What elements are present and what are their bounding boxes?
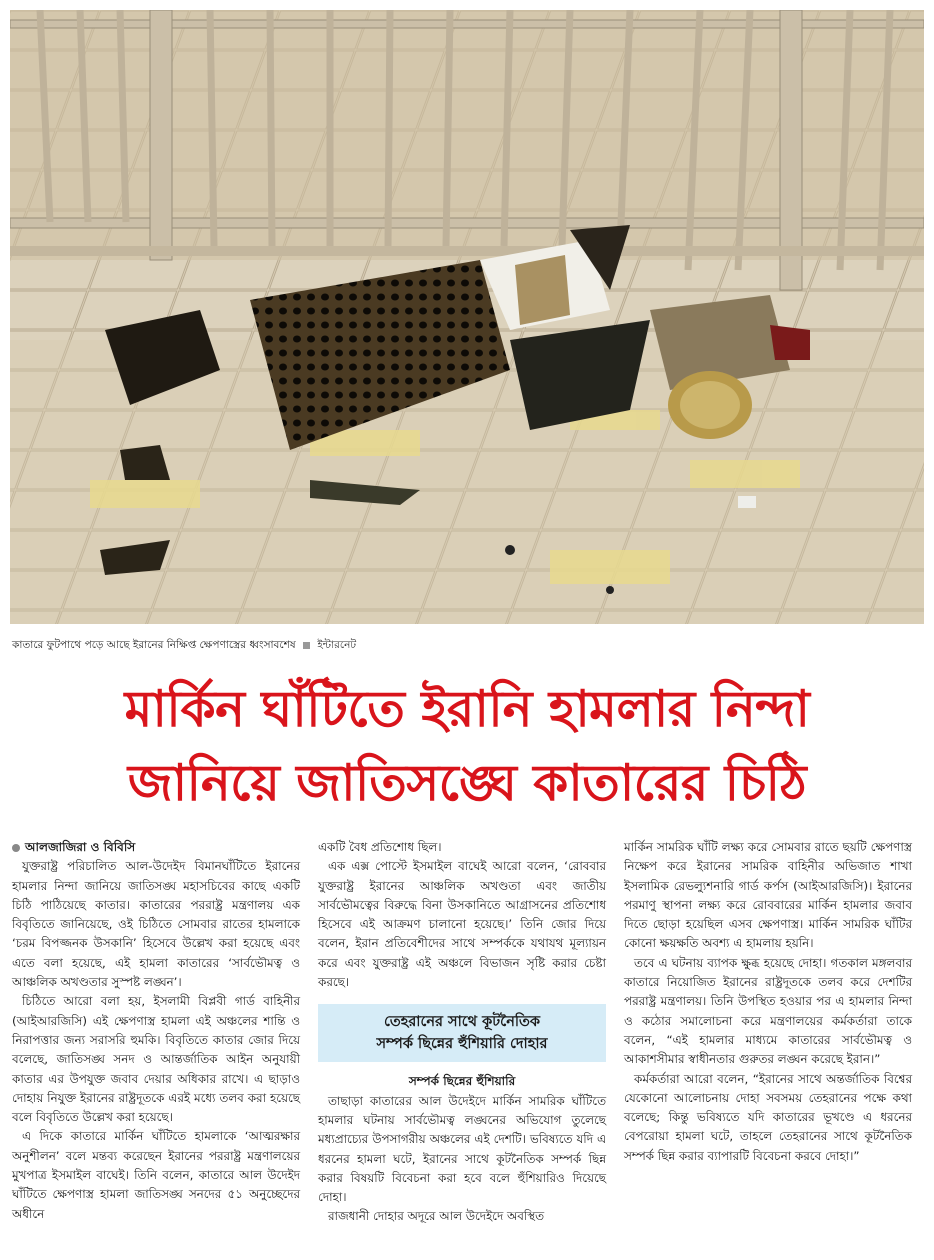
photo-caption [12, 636, 922, 654]
pull-quote-line-2: সম্পর্ক ছিন্নের হুঁশিয়ারি দোহার [376, 1036, 548, 1053]
missile-debris-photo [10, 10, 924, 624]
headline-line-1: মার্কিন ঘাঁটিতে ইরানি হামলার নিন্দা [124, 680, 810, 738]
paragraph: মার্কিন সামরিক ঘাঁটি লক্ষ্য করে সোমবার রাতে ছয়টি ক্ষেপণাস্ত্র নিক্ষেপ করে ইরানের সামরিক বাহিনীর অভিজাত শাখা ইসলামিক রেভল্যুশনারি গার্ড কর্পস (আইআরজিসি)। ইরানের পরমাণু স্থাপনা লক্ষ্য করে রোববারের মার্কিন হামলার জবাব দিতে ছোড়া হয়েছিল এসব ক্ষেপণাস্ত্র। মার্কিন সামরিক ঘাঁটির কোনো ক্ষয়ক্ষতি অবশ্য এ হামলায় হয়নি। [624, 840, 912, 951]
byline [12, 838, 300, 857]
paragraph: এ দিকে কাতারে মার্কিন ঘাঁটিতে হামলাকে ‘আত্মরক্ষার অনুশীলন’ বলে মন্তব্য করেছেন ইরানের পররাষ্ট্র মন্ত্রণালয়ের মুখপাত্র ইসমাইল বাঘেই। তিনি বলেন, কাতারে আল উদেইদ ঘাঁটিতে ক্ষেপণাস্ত্র হামলা জাতিসঙ্ঘ সনদের ৫১ অনুচ্ছেদের অধীনে [12, 1129, 300, 1221]
paragraph: রাজধানী দোহার অদূরে আল উদেইদে অবস্থিত [328, 1209, 545, 1224]
article-column-1 [12, 838, 300, 1224]
paragraph: এক এক্স পোস্টে ইসমাইল বাঘেই আরো বলেন, ‘রোববার যুক্তরাষ্ট্র ইরানের আঞ্চলিক অখণ্ডতা এবং জাতীয় সার্বভৌমত্বের বিরুদ্ধে বিনা উসকানিতে আগ্রাসনের প্রতিশোধ হিসেবে এই আক্রমণ চালানো হয়েছে।’ তিনি জোর দিয়ে বলেন, ইরান প্রতিবেশীদের সাথে সম্পর্ককে যথাযথ মূল্যায়ন করে এবং যুক্তরাষ্ট্র এই অঞ্চলে বিভাজন সৃষ্টি করার চেষ্টা করছে। [318, 859, 606, 990]
headline [0, 672, 934, 820]
news-photo [10, 10, 924, 624]
photo-credit: ইন্টারনেট [317, 639, 357, 651]
pull-quote-line-1: তেহরানের সাথে কূটনৈতিক [383, 1014, 541, 1031]
byline-text: আলজাজিরা ও বিবিসি [25, 840, 136, 854]
paragraph: কর্মকর্তারা আরো বলেন, “ইরানের সাথে অন্তর্জাতিক বিশ্বের যেকোনো আলোচনায় দোহা সবসময় তেহরানের পক্ষে কথা বলেছে; কিন্তু ভবিষ্যতে যদি কাতারের ভূখণ্ডে এ ধরনের বেপরোয়া হামলা ঘটে, তাহলে তেহরানের সাথে কূটনৈতিক সম্পর্ক ছিন্ন করার ব্যাপারটি বিবেচনা করবে দোহা।” [624, 1071, 912, 1163]
paragraph: তবে এ ঘটনায় ব্যাপক ক্ষুব্ধ হয়েছে দোহা। গতকাল মঙ্গলবার কাতারে নিয়োজিত ইরানের রাষ্ট্রদূতকে তলব করে দেশটির পররাষ্ট্র মন্ত্রণালয়। তিনি উপস্থিত হওয়ার পর এ হামলার নিন্দা ও কঠোর সমালোচনা করে মন্ত্রণালয়ের কর্মকর্তারা তাকে বলেন, “এই হামলার মাধ্যমে কাতারের সার্বভৌমত্ব ও আকাশসীমার স্বাধীনতার গুরুতর লঙ্ঘন করেছে ইরান।” [624, 955, 912, 1067]
article-column-2 [318, 838, 606, 1227]
caption-separator-square [303, 642, 310, 649]
subhead: সম্পর্ক ছিন্নের হুঁশিয়ারি [408, 1074, 516, 1089]
paragraph: তাছাড়া কাতারের আল উদেইদে মার্কিন সামরিক ঘাঁটিতে হামলার ঘটনায় সার্বভৌমত্ব লঙ্ঘনের অভিযোগ তুলেছে মধ্যপ্রাচ্যের উপসাগরীয় অঞ্চলের এই দেশটি। ভবিষ্যতে যদি এ ধরনের হামলা ঘটে, ইরানের সাথে কূটনৈতিক সম্পর্ক ছিন্ন করার বিষয়টি বিবেচনা করা হবে বলে হুঁশিয়ারিও দিয়েছে দোহা। [318, 1093, 606, 1205]
paragraph: একটি বৈধ প্রতিশোধ ছিল। [318, 840, 442, 854]
article-column-3 [624, 838, 912, 1166]
paragraph: চিঠিতে আরো বলা হয়, ইসলামী বিপ্লবী গার্ড বাহিনীর (আইআরজিসি) এই ক্ষেপণাস্ত্র হামলা এই অঞ্চলের শান্তি ও নিরাপত্তার জন্য সরাসরি হুমকি। বিবৃতিতে কাতার জোর দিয়ে বলেছে, জাতিসঙ্ঘ সনদ ও আন্তর্জাতিক আইন অনুযায়ী কাতার এর উপযুক্ত জবাব দেয়ার অধিকার রাখে। এ ছাড়াও দোহায় নিযুক্ত ইরানের রাষ্ট্রদূতকে এরই মধ্যে তলব করা হয়েছে বলে বিবৃতিতে উল্লেখ করা হয়েছে। [12, 994, 300, 1125]
headline-line-2: জানিয়ে জাতিসঙ্ঘে কাতারের চিঠি [127, 754, 807, 812]
paragraph: যুক্তরাষ্ট্র পরিচালিত আল-উদেইদ বিমানঘাঁটিতে ইরানের হামলার নিন্দা জানিয়ে জাতিসঙ্ঘ মহাসচিবের কাছে একটি চিঠি পাঠিয়েছে কাতার। কাতারের পররাষ্ট্র মন্ত্রণালয় এক বিবৃতিতে জানিয়েছে, ওই চিঠিতে সোমবার রাতের হামলাকে ‘চরম বিপজ্জনক উসকানি’ হিসেবে উল্লেখ করা হয়েছে এবং এতে বলা হয়েছে, এই হামলা কাতারের ‘সার্বভৌমত্ব ও আঞ্চলিক অখণ্ডতার সুস্পষ্ট লঙ্ঘন’। [12, 859, 300, 990]
pull-quote [318, 1004, 606, 1062]
bullet-icon [12, 844, 20, 852]
caption-text: কাতারে ফুটপাথে পড়ে আছে ইরানের নিক্ষিপ্ত ক্ষেপণাস্ত্রের ধ্বংসাবশেষ [12, 639, 296, 651]
